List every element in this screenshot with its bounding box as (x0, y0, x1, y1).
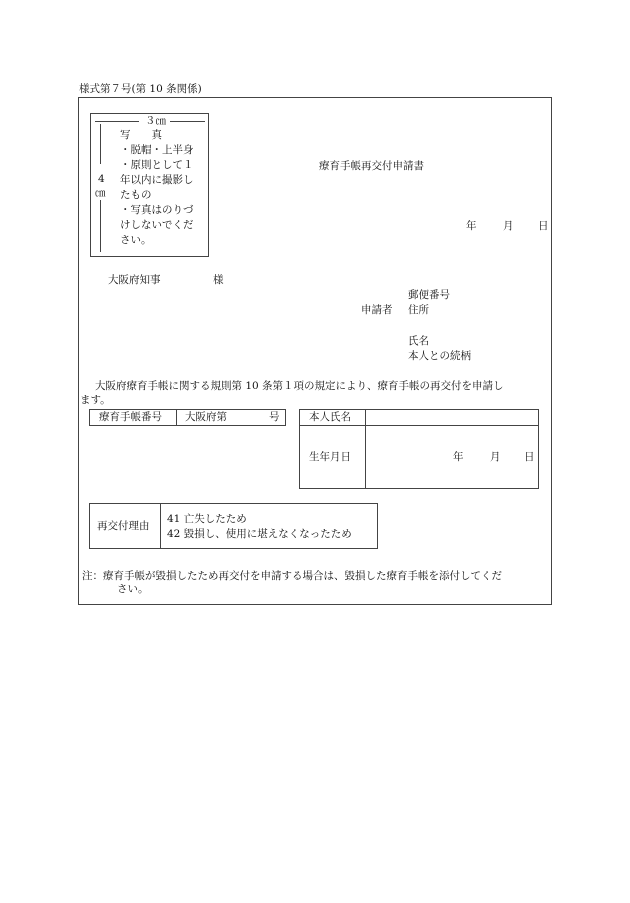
person-table-divider (365, 409, 366, 489)
request-statement: ます。 (80, 394, 111, 406)
applicant-name-label: 氏名 (408, 335, 429, 347)
photo-instruction-line: ・脱帽・上半身 (120, 144, 194, 156)
reason-option-lost[interactable]: 41 亡失したため (167, 513, 247, 525)
date-month-label: 月 (503, 220, 514, 232)
photo-instruction-line: 写 真 (120, 129, 162, 141)
photo-width-line-right (170, 121, 205, 122)
request-statement: 大阪府療育手帳に関する規則第 10 条第１項の規定により、療育手帳の再交付を申請し (95, 380, 504, 392)
photo-instruction-line: 年以内に撮影し (120, 174, 194, 186)
photo-width-label: ３㎝ (145, 115, 166, 127)
birthdate-year-label: 年 (453, 451, 464, 463)
form-number-label: 様式第７号(第 10 条関係) (79, 83, 202, 95)
reason-option-damaged[interactable]: 42 毀損し、使用に堪えなくなったため (167, 528, 352, 540)
reason-table-divider (160, 503, 161, 549)
applicant-relation-label: 本人との続柄 (408, 350, 471, 362)
date-year-label: 年 (466, 220, 477, 232)
notebook-prefix: 大阪府第 (185, 411, 227, 423)
person-name-label: 本人氏名 (309, 411, 351, 423)
birthdate-day-label: 日 (524, 451, 535, 463)
photo-width-line-left (95, 121, 139, 122)
notebook-suffix: 号 (269, 411, 280, 423)
photo-instruction-line: たもの (120, 189, 152, 201)
applicant-address-label: 住所 (408, 304, 429, 316)
notebook-number-label: 療育手帳番号 (99, 411, 162, 423)
photo-height-line-top (100, 124, 101, 164)
photo-instruction-line: ・写真はのりづ (120, 204, 194, 216)
addressee-honorific: 様 (213, 274, 224, 286)
photo-height-line-bottom (100, 200, 101, 252)
photo-height-unit: ㎝ (95, 187, 106, 199)
person-table-row-line (299, 425, 539, 426)
reissue-reason-label: 再交付理由 (97, 520, 150, 532)
document-title: 療育手帳再交付申請書 (319, 160, 424, 172)
notebook-cell-divider (176, 409, 177, 426)
addressee-name: 大阪府知事 (108, 274, 161, 286)
photo-instruction-line: ・原則として１ (120, 159, 194, 171)
photo-height-number: 4 (98, 173, 105, 185)
photo-instruction-line: さい。 (120, 234, 152, 246)
birthdate-month-label: 月 (490, 451, 501, 463)
applicant-postal-label: 郵便番号 (408, 289, 450, 301)
applicant-label: 申請者 (361, 304, 393, 316)
footnote: さい。 (117, 583, 149, 595)
birthdate-label: 生年月日 (309, 451, 351, 463)
footnote: 注：療育手帳が毀損したため再交付を申請する場合は、毀損した療育手帳を添付してくだ (82, 570, 502, 582)
photo-instruction-line: けしないでくだ (120, 219, 194, 231)
date-day-label: 日 (538, 220, 549, 232)
